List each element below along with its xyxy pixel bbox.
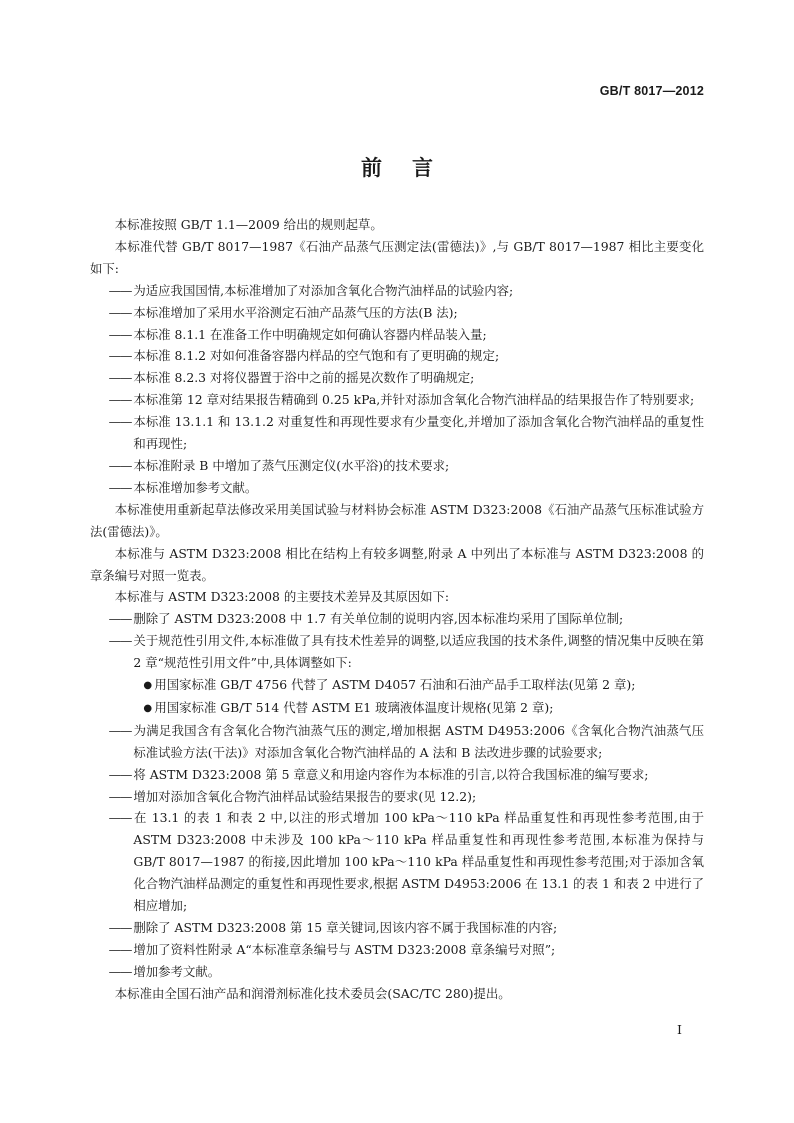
- difference-item: —— 增加了资料性附录 A“本标准章条编号与 ASTM D323:2008 章条编号对照”;: [108, 941, 556, 957]
- change-item: —— 本标准 13.1.1 和 13.1.2 对重复性和再现性要求有少量变化,并增加了添加含氧化合物汽油样品的重复性和再现性;: [108, 414, 704, 452]
- bullet-item: ● 用国家标准 GB/T 4756 代替了 ASTM D4057 石油和石油产品手工取样法(见第 2 章);: [90, 674, 704, 697]
- change-item: —— 本标准 8.1.1 在准备工作中明确规定如何确认容器内样品装入量;: [108, 326, 487, 342]
- standard-number: GB/T 8017—2012: [599, 84, 704, 98]
- change-item: —— 本标准 8.1.2 对如何准备容器内样品的空气饱和有了更明确的规定;: [108, 348, 500, 364]
- change-item: —— 本标准增加参考文献。: [108, 479, 258, 495]
- paragraph-proposer: 本标准由全国石油产品和润滑剂标准化技术委员会(SAC/TC 280)提出。: [114, 985, 511, 1001]
- preface-body: [90, 214, 704, 1005]
- difference-item: —— 将 ASTM D323:2008 第 5 章意义和用途内容作为本标准的引言,以符合我国标准的编写要求;: [108, 766, 649, 782]
- difference-item: —— 增加对添加含氧化合物汽油样品试验结果报告的要求(见 12.2);: [108, 788, 477, 804]
- change-item: —— 本标准增加了采用水平浴测定石油产品蒸气压的方法(B 法);: [108, 304, 458, 320]
- page-number: I: [677, 1022, 682, 1037]
- change-item: —— 本标准第 12 章对结果报告精确到 0.25 kPa,并针对添加含氧化合物汽油样品的结果报告作了特别要求;: [108, 392, 695, 408]
- paragraph-drafting-rules: 本标准按照 GB/T 1.1—2009 给出的规则起草。: [114, 217, 383, 232]
- bullet-icon: ●: [143, 680, 153, 692]
- paragraph-adoption: 本标准使用重新起草法修改采用美国试验与材料协会标准 ASTM D323:2008《石油产品蒸气压标准试验方法(雷德法)》。: [90, 501, 704, 539]
- difference-item: —— 关于规范性引用文件,本标准做了具有技术性差异的调整,以适应我国的技术条件,调整的情况集中反映在第 2 章“规范性引用文件”中,具体调整如下:: [108, 633, 704, 671]
- bullet-icon: ●: [143, 702, 153, 714]
- difference-item: —— 删除了 ASTM D323:2008 第 15 章关键词,因该内容不属于我国标准的内容;: [108, 920, 558, 935]
- difference-item: —— 删除了 ASTM D323:2008 中 1.7 有关单位制的说明内容,因本标准均采用了国际单位制;: [108, 611, 624, 627]
- paragraph-differences-intro: 本标准与 ASTM D323:2008 的主要技术差异及其原因如下:: [114, 589, 450, 605]
- difference-item: —— 在 13.1 的表 1 和表 2 中,以注的形式增加 100 kPa～110 kPa 样品重复性和再现性参考范围,由于 ASTM D323:2008 中未涉及 100 kPa～110 kPa 样品重复性和再现性参考范围,本标准为保持与 GB/T 8017—1987 的衔接,因此增加 100 kPa～110 kPa 样品重复性和再现性参考范围;对于添加含氧化合物汽油样品测定的重复性和再现性要求,根据 ASTM D4953:2006 在 13.1 的表 1 和表 2 中进行了相应增加;: [108, 810, 704, 914]
- change-item: —— 本标准 8.2.3 对将仪器置于浴中之前的摇晃次数作了明确规定;: [108, 370, 475, 386]
- change-item: —— 本标准附录 B 中增加了蒸气压测定仪(水平浴)的技术要求;: [108, 457, 450, 473]
- bullet-item: ● 用国家标准 GB/T 514 代替 ASTM E1 玻璃液体温度计规格(见第 2 章);: [90, 697, 704, 720]
- page-title: 前言: [361, 156, 463, 180]
- difference-item: —— 为满足我国含有含氧化合物汽油蒸气压的测定,增加根据 ASTM D4953:2006《含氧化合物汽油蒸气压标准试验方法(干法)》对添加含氧化合物汽油样品的 A 法和 B 法改进步骤的试验要求;: [108, 722, 704, 760]
- paragraph-replacement: 本标准代替 GB/T 8017—1987《石油产品蒸气压测定法(雷德法)》,与 GB/T 8017—1987 相比主要变化如下:: [90, 238, 704, 276]
- paragraph-structure: 本标准与 ASTM D323:2008 相比在结构上有较多调整,附录 A 中列出了本标准与 ASTM D323:2008 的章条编号对照一览表。: [90, 545, 704, 583]
- change-item: —— 为适应我国国情,本标准增加了对添加含氧化合物汽油样品的试验内容;: [108, 282, 514, 298]
- difference-item: —— 增加参考文献。: [108, 963, 221, 979]
